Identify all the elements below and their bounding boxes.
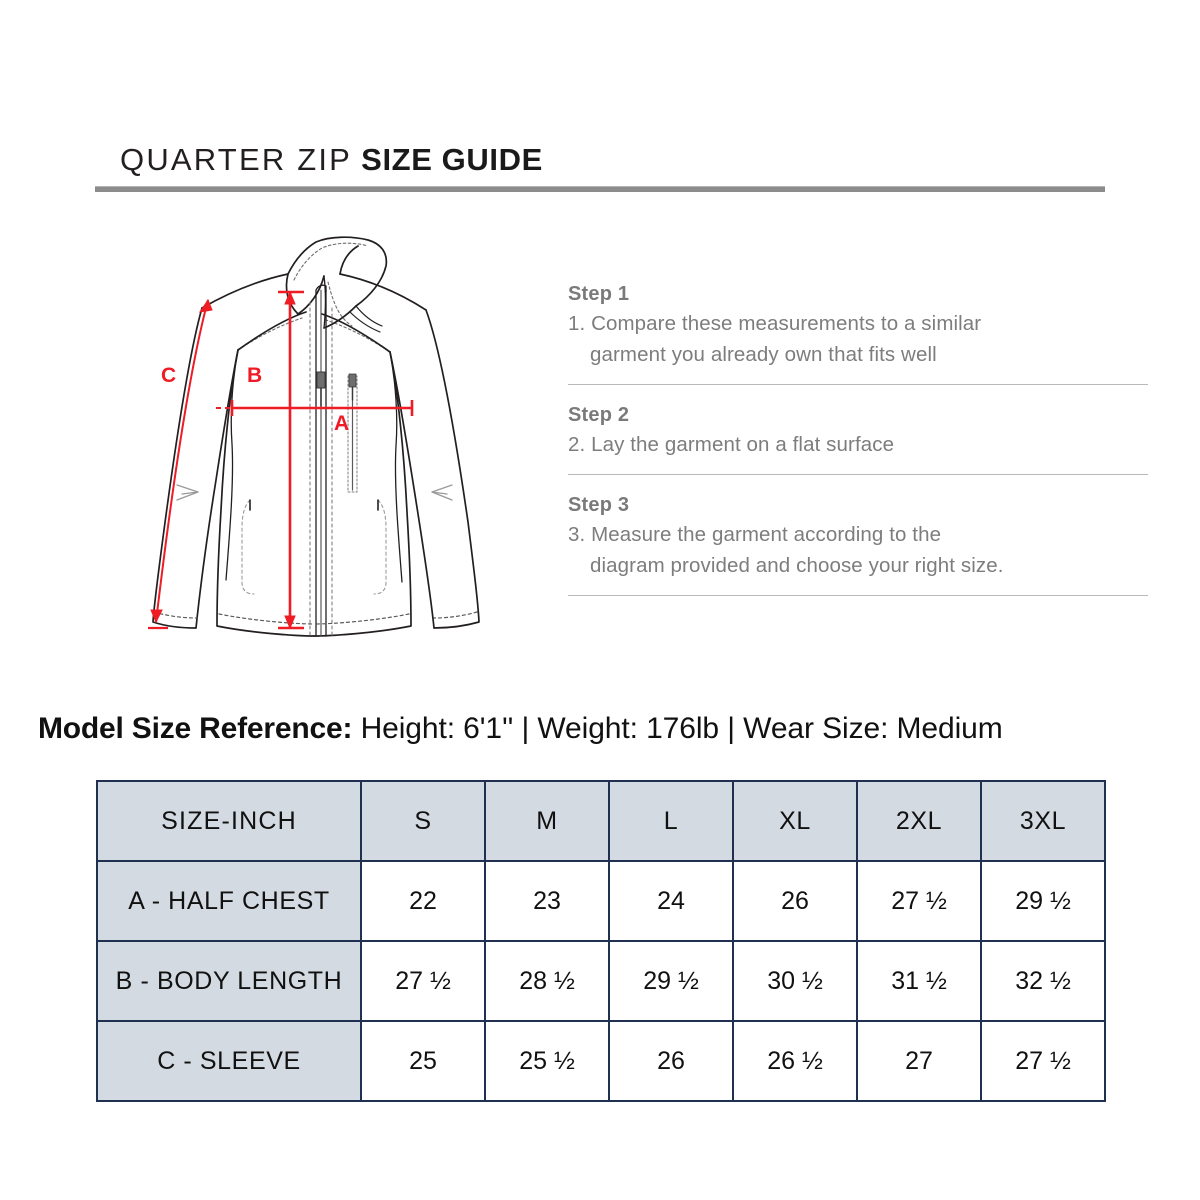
step-1-title: Step 1 <box>568 283 630 305</box>
step-3-title: Step 3 <box>568 494 630 516</box>
row-label-sleeve: C - SLEEVE <box>97 1021 361 1101</box>
cell-sleeve-2xl: 27 <box>857 1021 981 1101</box>
step-item-3 <box>568 491 1148 596</box>
title-divider <box>95 186 1105 192</box>
row-label-half-chest: A - HALF CHEST <box>97 861 361 941</box>
measure-line-b <box>278 292 304 628</box>
step-3-text <box>568 519 1148 581</box>
cell-sleeve-m: 25 ½ <box>485 1021 609 1101</box>
step-item-2 <box>568 401 1148 475</box>
page-title-light: QUARTER ZIP <box>120 142 353 177</box>
cell-half-chest-2xl: 27 ½ <box>857 861 981 941</box>
step-1-line-1: 1. Compare these measurements to a similar <box>568 312 982 335</box>
table-header-size-inch: SIZE-INCH <box>97 781 361 861</box>
cell-body-length-l: 29 ½ <box>609 941 733 1021</box>
step-item-1 <box>568 280 1148 385</box>
page-title-bold: SIZE GUIDE <box>361 142 543 177</box>
size-chart-table <box>96 780 1106 1102</box>
cell-body-length-3xl: 32 ½ <box>981 941 1105 1021</box>
cell-half-chest-s: 22 <box>361 861 485 941</box>
step-3-line-2: diagram provided and choose your right size. <box>590 554 1004 577</box>
cell-half-chest-l: 24 <box>609 861 733 941</box>
cell-half-chest-xl: 26 <box>733 861 857 941</box>
table-header-2xl: 2XL <box>857 781 981 861</box>
measure-line-a <box>216 400 412 416</box>
cell-sleeve-xl: 26 ½ <box>733 1021 857 1101</box>
table-header-3xl: 3XL <box>981 781 1105 861</box>
step-2-title: Step 2 <box>568 404 630 426</box>
table-header-l: L <box>609 781 733 861</box>
size-chart-table-wrapper <box>96 780 1105 1102</box>
cell-body-length-xl: 30 ½ <box>733 941 857 1021</box>
cell-half-chest-m: 23 <box>485 861 609 941</box>
cell-sleeve-l: 26 <box>609 1021 733 1101</box>
jacket-illustration-svg <box>120 230 540 670</box>
table-header-xl: XL <box>733 781 857 861</box>
step-3-line-1: 3. Measure the garment according to the <box>568 523 942 546</box>
diagram-label-c: C <box>161 364 177 387</box>
table-header-m: M <box>485 781 609 861</box>
garment-diagram <box>120 230 540 670</box>
steps-list <box>568 280 1148 596</box>
model-reference-value: Height: 6'1'' | Weight: 176lb | Wear Size: Medium <box>360 712 1003 745</box>
page-title <box>95 140 1105 180</box>
cell-body-length-m: 28 ½ <box>485 941 609 1021</box>
table-header-row <box>97 781 1105 861</box>
table-row <box>97 1021 1105 1101</box>
step-2-line-1: 2. Lay the garment on a flat surface <box>568 433 895 456</box>
cell-half-chest-3xl: 29 ½ <box>981 861 1105 941</box>
step-1-text <box>568 308 1148 370</box>
table-row <box>97 861 1105 941</box>
cell-sleeve-s: 25 <box>361 1021 485 1101</box>
diagram-label-b: B <box>247 364 263 387</box>
model-reference-label: Model Size Reference: <box>38 712 353 745</box>
measurement-section <box>0 230 1200 670</box>
step-2-text <box>568 429 1148 460</box>
model-size-reference <box>38 708 1178 750</box>
table-header-s: S <box>361 781 485 861</box>
table-row <box>97 941 1105 1021</box>
diagram-label-a: A <box>334 412 350 435</box>
cell-body-length-2xl: 31 ½ <box>857 941 981 1021</box>
page-header <box>95 140 1105 192</box>
row-label-body-length: B - BODY LENGTH <box>97 941 361 1021</box>
cell-body-length-s: 27 ½ <box>361 941 485 1021</box>
cell-sleeve-3xl: 27 ½ <box>981 1021 1105 1101</box>
step-1-line-2: garment you already own that fits well <box>590 343 937 366</box>
